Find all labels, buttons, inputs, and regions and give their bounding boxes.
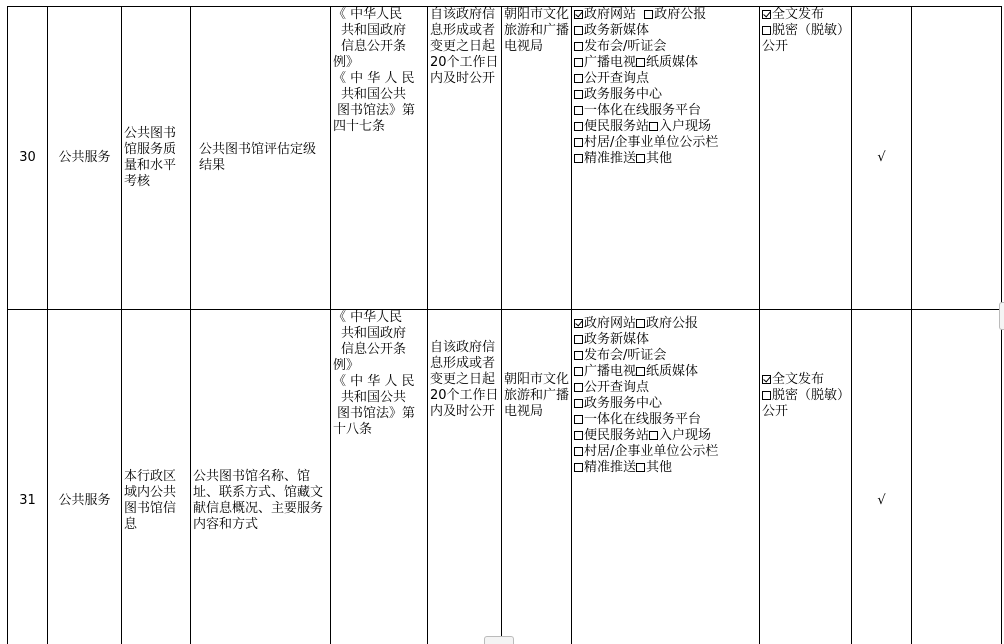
basis-line: 信息公开条	[341, 39, 407, 54]
channel-line: 广播电视 纸质媒体	[574, 55, 757, 71]
scope-full: 全文发布	[762, 372, 849, 388]
checkbox-icon	[636, 367, 645, 376]
channel-line: 政府网站 政府公报	[574, 316, 757, 332]
channel-line: 政务服务中心	[574, 396, 757, 412]
channel-line: 精准推送 其他	[574, 460, 757, 476]
basis-line: 四十七条	[333, 119, 386, 134]
basis-line: 共和国公共	[341, 390, 407, 405]
checkbox-icon	[649, 431, 658, 440]
checkbox-icon	[574, 42, 583, 51]
checkbox-icon	[574, 74, 583, 83]
checkbox-icon	[574, 447, 583, 456]
checkbox-icon	[644, 10, 653, 19]
row-number: 30	[8, 7, 48, 310]
basis-line: 《 中 华 人 民	[333, 374, 415, 389]
checkbox-icon	[574, 154, 583, 163]
channel-line: 政务新媒体	[574, 332, 757, 348]
row-scope	[760, 310, 852, 644]
basis-line: 《 中华人民	[333, 7, 403, 22]
row-basis	[331, 310, 428, 644]
channel-line: 村居/企事业单位公示栏	[574, 444, 757, 460]
row-item: 本行政区域内公共图书馆信息	[122, 310, 191, 644]
row-check	[852, 310, 912, 644]
channel-line: 便民服务站 入户现场	[574, 428, 757, 444]
table-row	[8, 7, 1002, 310]
row-channels	[572, 310, 760, 644]
row-empty-cell	[912, 7, 1002, 310]
channel-line: 政府网站 政府公报	[574, 7, 757, 23]
basis-line: 信息公开条	[341, 342, 407, 357]
channel-line: 政务新媒体	[574, 23, 757, 39]
checkbox-icon	[762, 391, 771, 400]
basis-line: 《 中华人民	[333, 310, 403, 325]
scope-full: 全文发布	[762, 7, 849, 23]
checkbox-icon	[574, 367, 583, 376]
checked-box-icon	[574, 319, 583, 328]
row-empty-cell	[912, 310, 1002, 644]
side-scroll-handle[interactable]	[999, 302, 1004, 330]
basis-line: 例》	[333, 55, 360, 70]
basis-line: 图书馆法》第	[337, 103, 416, 118]
checkbox-icon	[574, 463, 583, 472]
checkmark-icon: √	[877, 150, 886, 165]
checkbox-icon	[574, 26, 583, 35]
checkbox-icon	[636, 154, 645, 163]
basis-line: 例》	[333, 358, 360, 373]
row-item: 公共图书馆服务质量和水平考核	[122, 7, 191, 310]
scope-desensitized: 脱密（脱敏）公开	[762, 388, 844, 419]
checkbox-icon	[574, 335, 583, 344]
basis-line: 共和国公共	[341, 87, 407, 102]
row-check	[852, 7, 912, 310]
checkbox-icon	[574, 399, 583, 408]
channel-line: 村居/企事业单位公示栏	[574, 135, 757, 151]
checkbox-icon	[574, 415, 583, 424]
channel-line: 便民服务站 入户现场	[574, 119, 757, 135]
basis-line: 共和国政府	[341, 23, 407, 38]
checkbox-icon	[649, 122, 658, 131]
basis-line: 《 中 华 人 民	[333, 71, 415, 86]
channel-line: 精准推送 其他	[574, 151, 757, 167]
row-content: 公共图书馆名称、馆址、联系方式、馆藏文献信息概况、主要服务内容和方式	[191, 310, 331, 644]
checked-box-icon	[762, 375, 771, 384]
row-deadline: 自该政府信息形成或者变更之日起20个工作日内及时公开	[428, 7, 502, 310]
channel-line: 广播电视 纸质媒体	[574, 364, 757, 380]
checkbox-icon	[574, 383, 583, 392]
bottom-scroll-handle[interactable]	[484, 636, 514, 644]
checkbox-icon	[636, 463, 645, 472]
checkbox-icon	[574, 351, 583, 360]
checkbox-icon	[574, 431, 583, 440]
checked-box-icon	[574, 10, 583, 19]
basis-line: 图书馆法》第	[337, 406, 416, 421]
row-category: 公共服务	[48, 7, 122, 310]
row-deadline: 自该政府信息形成或者变更之日起20个工作日内及时公开	[428, 310, 502, 644]
checkbox-icon	[636, 319, 645, 328]
row-channels	[572, 7, 760, 310]
channel-line: 发布会/听证会	[574, 348, 757, 364]
scope-desensitized: 脱密（脱敏）公开	[762, 23, 844, 54]
checkbox-icon	[762, 26, 771, 35]
row-scope	[760, 7, 852, 310]
basis-line: 十八条	[333, 422, 373, 437]
disclosure-table	[7, 6, 1002, 644]
basis-line: 共和国政府	[341, 326, 407, 341]
checkbox-icon	[574, 90, 583, 99]
row-organization: 朝阳市文化旅游和广播电视局	[502, 310, 572, 644]
channel-line: 政务服务中心	[574, 87, 757, 103]
row-category: 公共服务	[48, 310, 122, 644]
checkbox-icon	[574, 138, 583, 147]
row-number: 31	[8, 310, 48, 644]
channel-line: 一体化在线服务平台	[574, 103, 757, 119]
row-basis	[331, 7, 428, 310]
channel-line: 发布会/听证会	[574, 39, 757, 55]
channel-line: 公开查询点	[574, 380, 757, 396]
channel-line: 一体化在线服务平台	[574, 412, 757, 428]
table-row	[8, 310, 1002, 644]
channel-line: 公开查询点	[574, 71, 757, 87]
checkbox-icon	[636, 58, 645, 67]
checkmark-icon: √	[877, 493, 886, 508]
checkbox-icon	[574, 106, 583, 115]
row-content: 公共图书馆评估定级结果	[191, 7, 331, 310]
checked-box-icon	[762, 10, 771, 19]
checkbox-icon	[574, 58, 583, 67]
checkbox-icon	[574, 122, 583, 131]
row-organization: 朝阳市文化旅游和广播电视局	[502, 7, 572, 310]
